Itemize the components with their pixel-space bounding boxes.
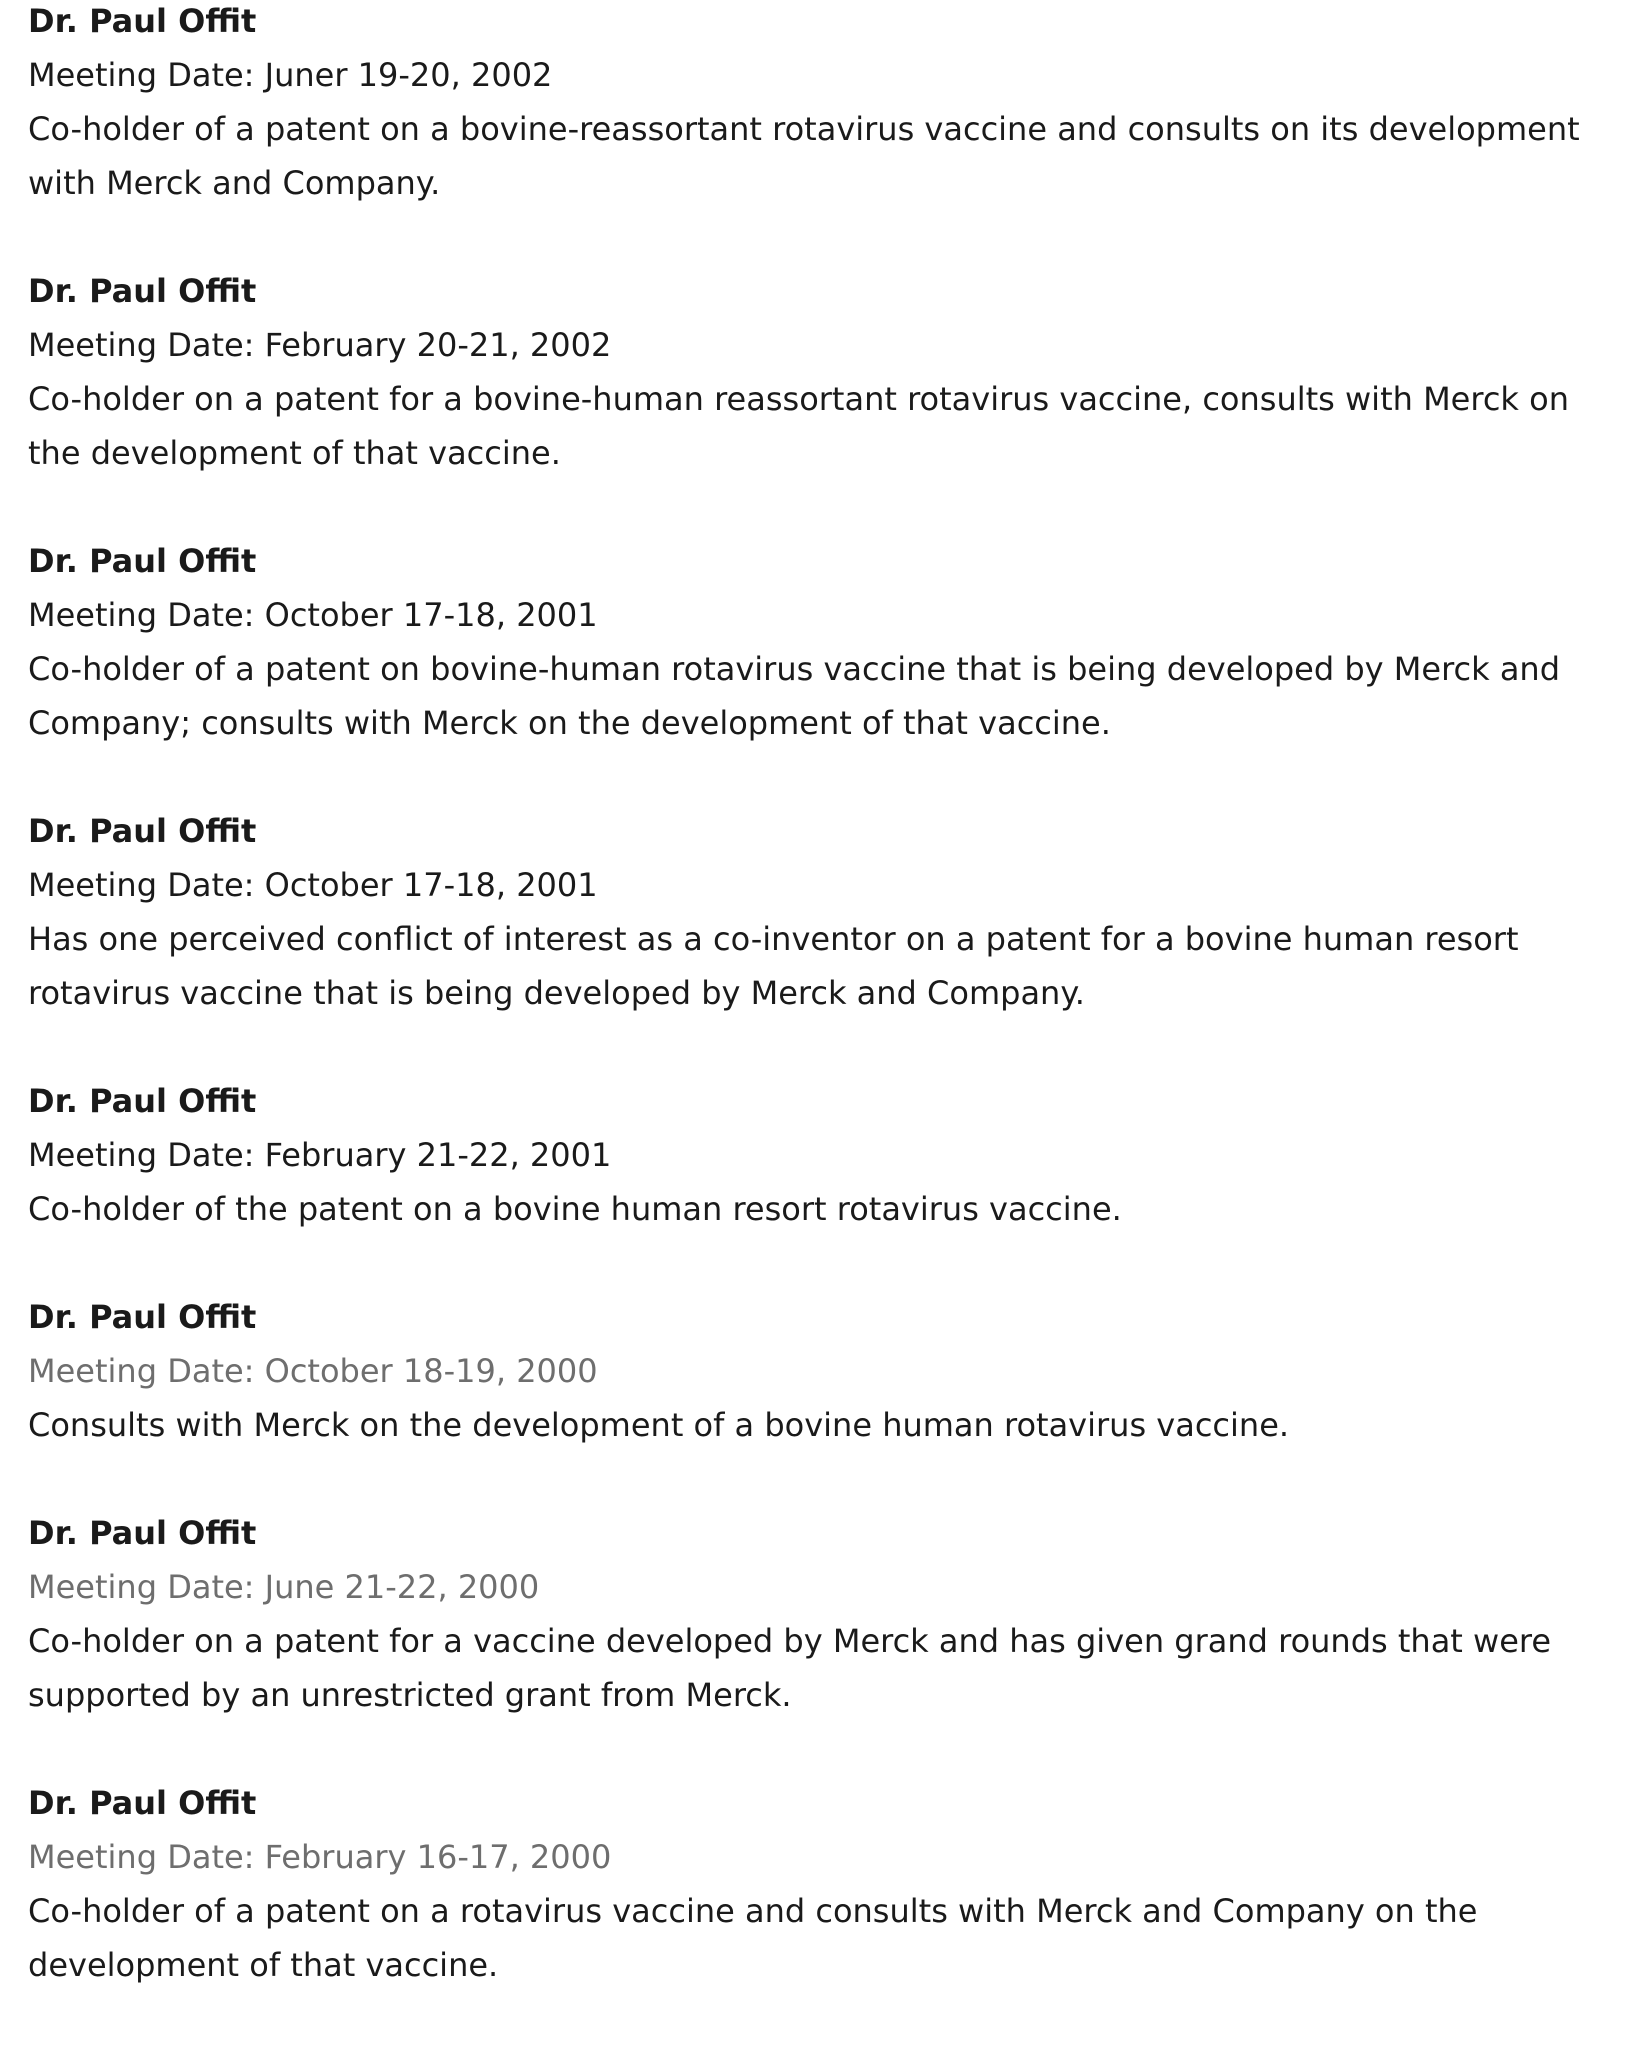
disclosure-entry	[28, 1506, 1628, 1722]
member-name: Dr. Paul Offit	[28, 812, 257, 850]
member-name: Dr. Paul Offit	[28, 272, 257, 310]
meeting-date: Meeting Date: June 21-22, 2000	[28, 1568, 540, 1606]
disclosure-description: Co-holder of a patent on bovine-human rotavirus vaccine that is being developed by Merck and Company; consults with Merck on the development of that vaccine.	[28, 650, 1561, 742]
disclosure-description: Co-holder on a patent for a bovine-human reassortant rotavirus vaccine, consults with Merck on the development of that vaccine.	[28, 380, 1569, 472]
disclosure-entry	[28, 1290, 1628, 1452]
meeting-date: Meeting Date: October 18-19, 2000	[28, 1352, 598, 1390]
meeting-date: Meeting Date: February 16-17, 2000	[28, 1838, 612, 1876]
disclosure-list	[28, 0, 1628, 2046]
meeting-date: Meeting Date: Juner 19-20, 2002	[28, 56, 553, 94]
member-name: Dr. Paul Offit	[28, 1784, 257, 1822]
disclosure-entry	[28, 0, 1628, 210]
disclosure-description: Co-holder on a patent for a vaccine developed by Merck and has given grand rounds that were supported by an unrestricted grant from Merck.	[28, 1622, 1552, 1714]
member-name: Dr. Paul Offit	[28, 2, 257, 40]
meeting-date: Meeting Date: October 17-18, 2001	[28, 596, 598, 634]
member-name: Dr. Paul Offit	[28, 1298, 257, 1336]
disclosure-description: Has one perceived conflict of interest as a co-inventor on a patent for a bovine human resort rotavirus vaccine that is being developed by Merck and Company.	[28, 920, 1519, 1012]
disclosure-description: Co-holder of the patent on a bovine human resort rotavirus vaccine.	[28, 1190, 1122, 1228]
disclosure-description: Co-holder of a patent on a bovine-reassortant rotavirus vaccine and consults on its development with Merck and Company.	[28, 110, 1580, 202]
disclosure-entry	[28, 1776, 1628, 1992]
meeting-date: Meeting Date: February 21-22, 2001	[28, 1136, 612, 1174]
disclosure-entry	[28, 804, 1628, 1020]
disclosure-description: Consults with Merck on the development of a bovine human rotavirus vaccine.	[28, 1406, 1290, 1444]
disclosure-entry	[28, 1074, 1628, 1236]
disclosure-description: Co-holder of a patent on a rotavirus vaccine and consults with Merck and Company on the development of that vaccine.	[28, 1892, 1478, 1984]
member-name: Dr. Paul Offit	[28, 542, 257, 580]
disclosure-entry	[28, 534, 1628, 750]
meeting-date: Meeting Date: February 20-21, 2002	[28, 326, 612, 364]
meeting-date: Meeting Date: October 17-18, 2001	[28, 866, 598, 904]
member-name: Dr. Paul Offit	[28, 1514, 257, 1552]
disclosure-entry	[28, 264, 1628, 480]
member-name: Dr. Paul Offit	[28, 1082, 257, 1120]
